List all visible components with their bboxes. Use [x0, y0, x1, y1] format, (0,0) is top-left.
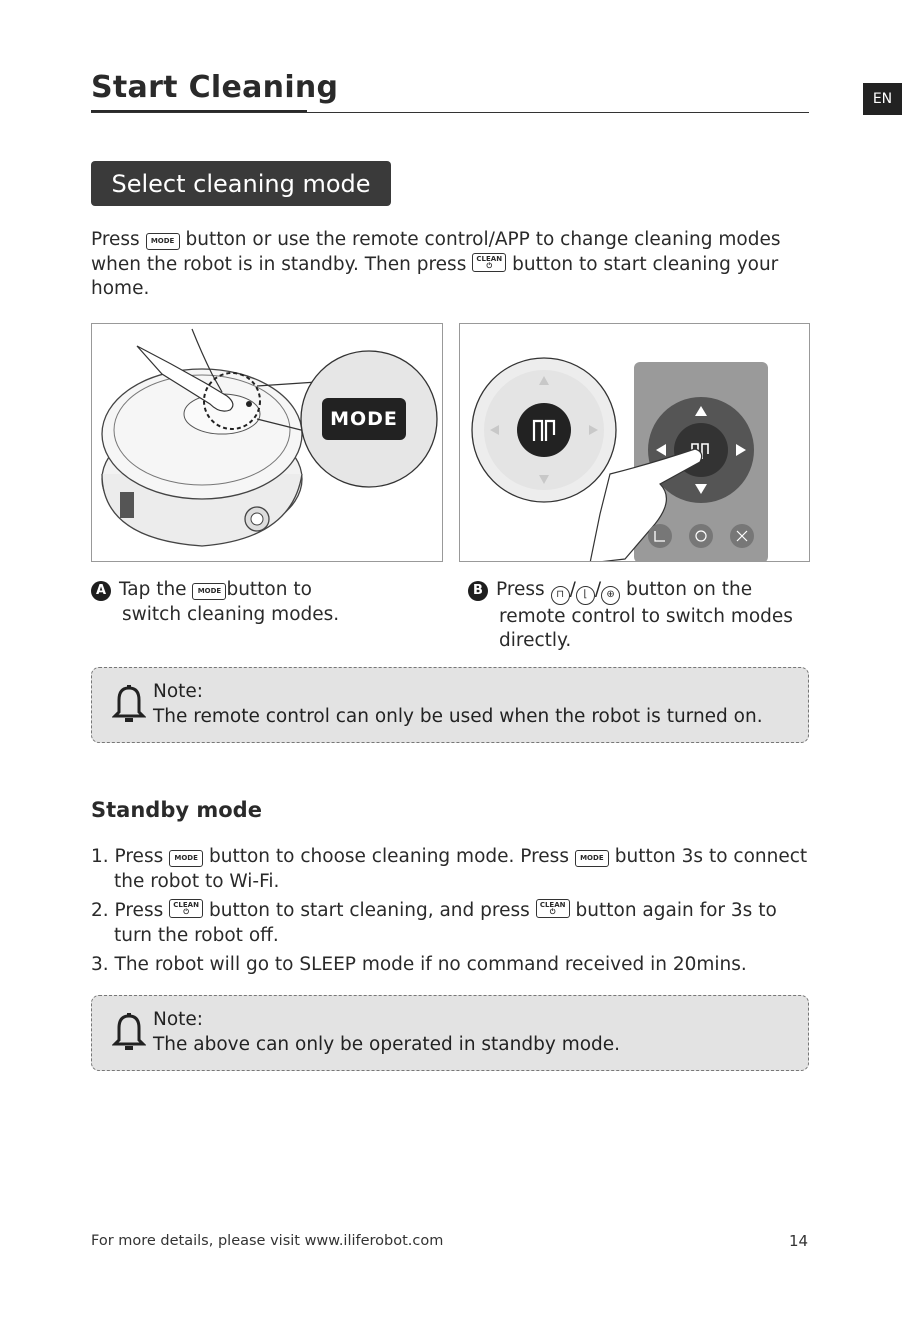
intro-text: Press [91, 229, 140, 250]
intro-text: home. [91, 278, 150, 299]
note-label: Note: [153, 1009, 204, 1030]
note-text: The remote control can only be used when the robot is turned on. [153, 706, 763, 727]
bell-icon [112, 1012, 146, 1052]
intro-text: when the robot is in standby. Then press [91, 253, 467, 275]
mode-icon: ⊓ [551, 586, 570, 605]
language-tag: EN [863, 83, 902, 115]
clean-key-icon: CLEAN ⏻ [472, 253, 506, 272]
figure-a-panel [91, 323, 443, 562]
list-item: 2. Press CLEAN ⏻ button to start cleaning, and press CLEAN ⏻ button again for 3s to [91, 900, 777, 921]
list-item: 1. Press MODE button to choose cleaning mode. Press MODE button 3s to connect [91, 846, 808, 867]
badge-b: B [468, 581, 488, 601]
section-heading: Standby mode [91, 798, 262, 822]
caption-a: A Tap the MODE button to switch cleaning modes. [91, 578, 441, 627]
page-number: 14 [789, 1232, 809, 1250]
note-box [91, 995, 809, 1071]
mode-key-icon: MODE [575, 850, 609, 867]
figure-b-panel [459, 323, 810, 562]
note-text: The above can only be operated in standby mode. [153, 1034, 621, 1055]
note-box [91, 667, 809, 743]
intro-text: button or use the remote control/APP to change cleaning modes [185, 229, 781, 250]
mode-key-icon: MODE [192, 583, 226, 600]
intro-text: button to start cleaning your [512, 253, 779, 275]
bell-icon [112, 684, 146, 724]
footer-text: For more details, please visit www.iliferobot.com [91, 1233, 444, 1249]
mode-key-icon: MODE [169, 850, 203, 867]
title-rule [91, 112, 809, 113]
note-label: Note: [153, 681, 204, 702]
page-title: Start Cleaning [91, 70, 339, 105]
standby-list: 1. Press MODE button to choose cleaning mode. Press MODE button 3s to connect the robot to Wi-Fi. 2. Press CLEAN ⏻ button to start cleaning, and press CLEAN ⏻ button again for 3s to turn the robot off. 3. The robot will go to SLEEP mode if no command received in 20mins. [91, 845, 809, 978]
section-title: Select cleaning mode [91, 161, 391, 206]
clean-key-icon: CLEAN ⏻ [536, 899, 570, 918]
clean-key-icon: CLEAN ⏻ [169, 899, 203, 918]
mode-callout-label: MODE [330, 408, 398, 430]
edge-clean-icon: ⌊ [576, 586, 595, 605]
robot-illustration [92, 324, 443, 562]
intro-paragraph [91, 228, 811, 302]
badge-a: A [91, 581, 111, 601]
list-item: 3. The robot will go to SLEEP mode if no command received in 20mins. [91, 954, 747, 975]
spot-clean-icon: ⊕ [601, 586, 620, 605]
caption-b: B Press ⊓ / ⌊ / ⊕ button on the remote control to switch modes directly. [468, 578, 808, 654]
mode-key-icon: MODE [146, 233, 180, 250]
remote-illustration [460, 324, 810, 562]
